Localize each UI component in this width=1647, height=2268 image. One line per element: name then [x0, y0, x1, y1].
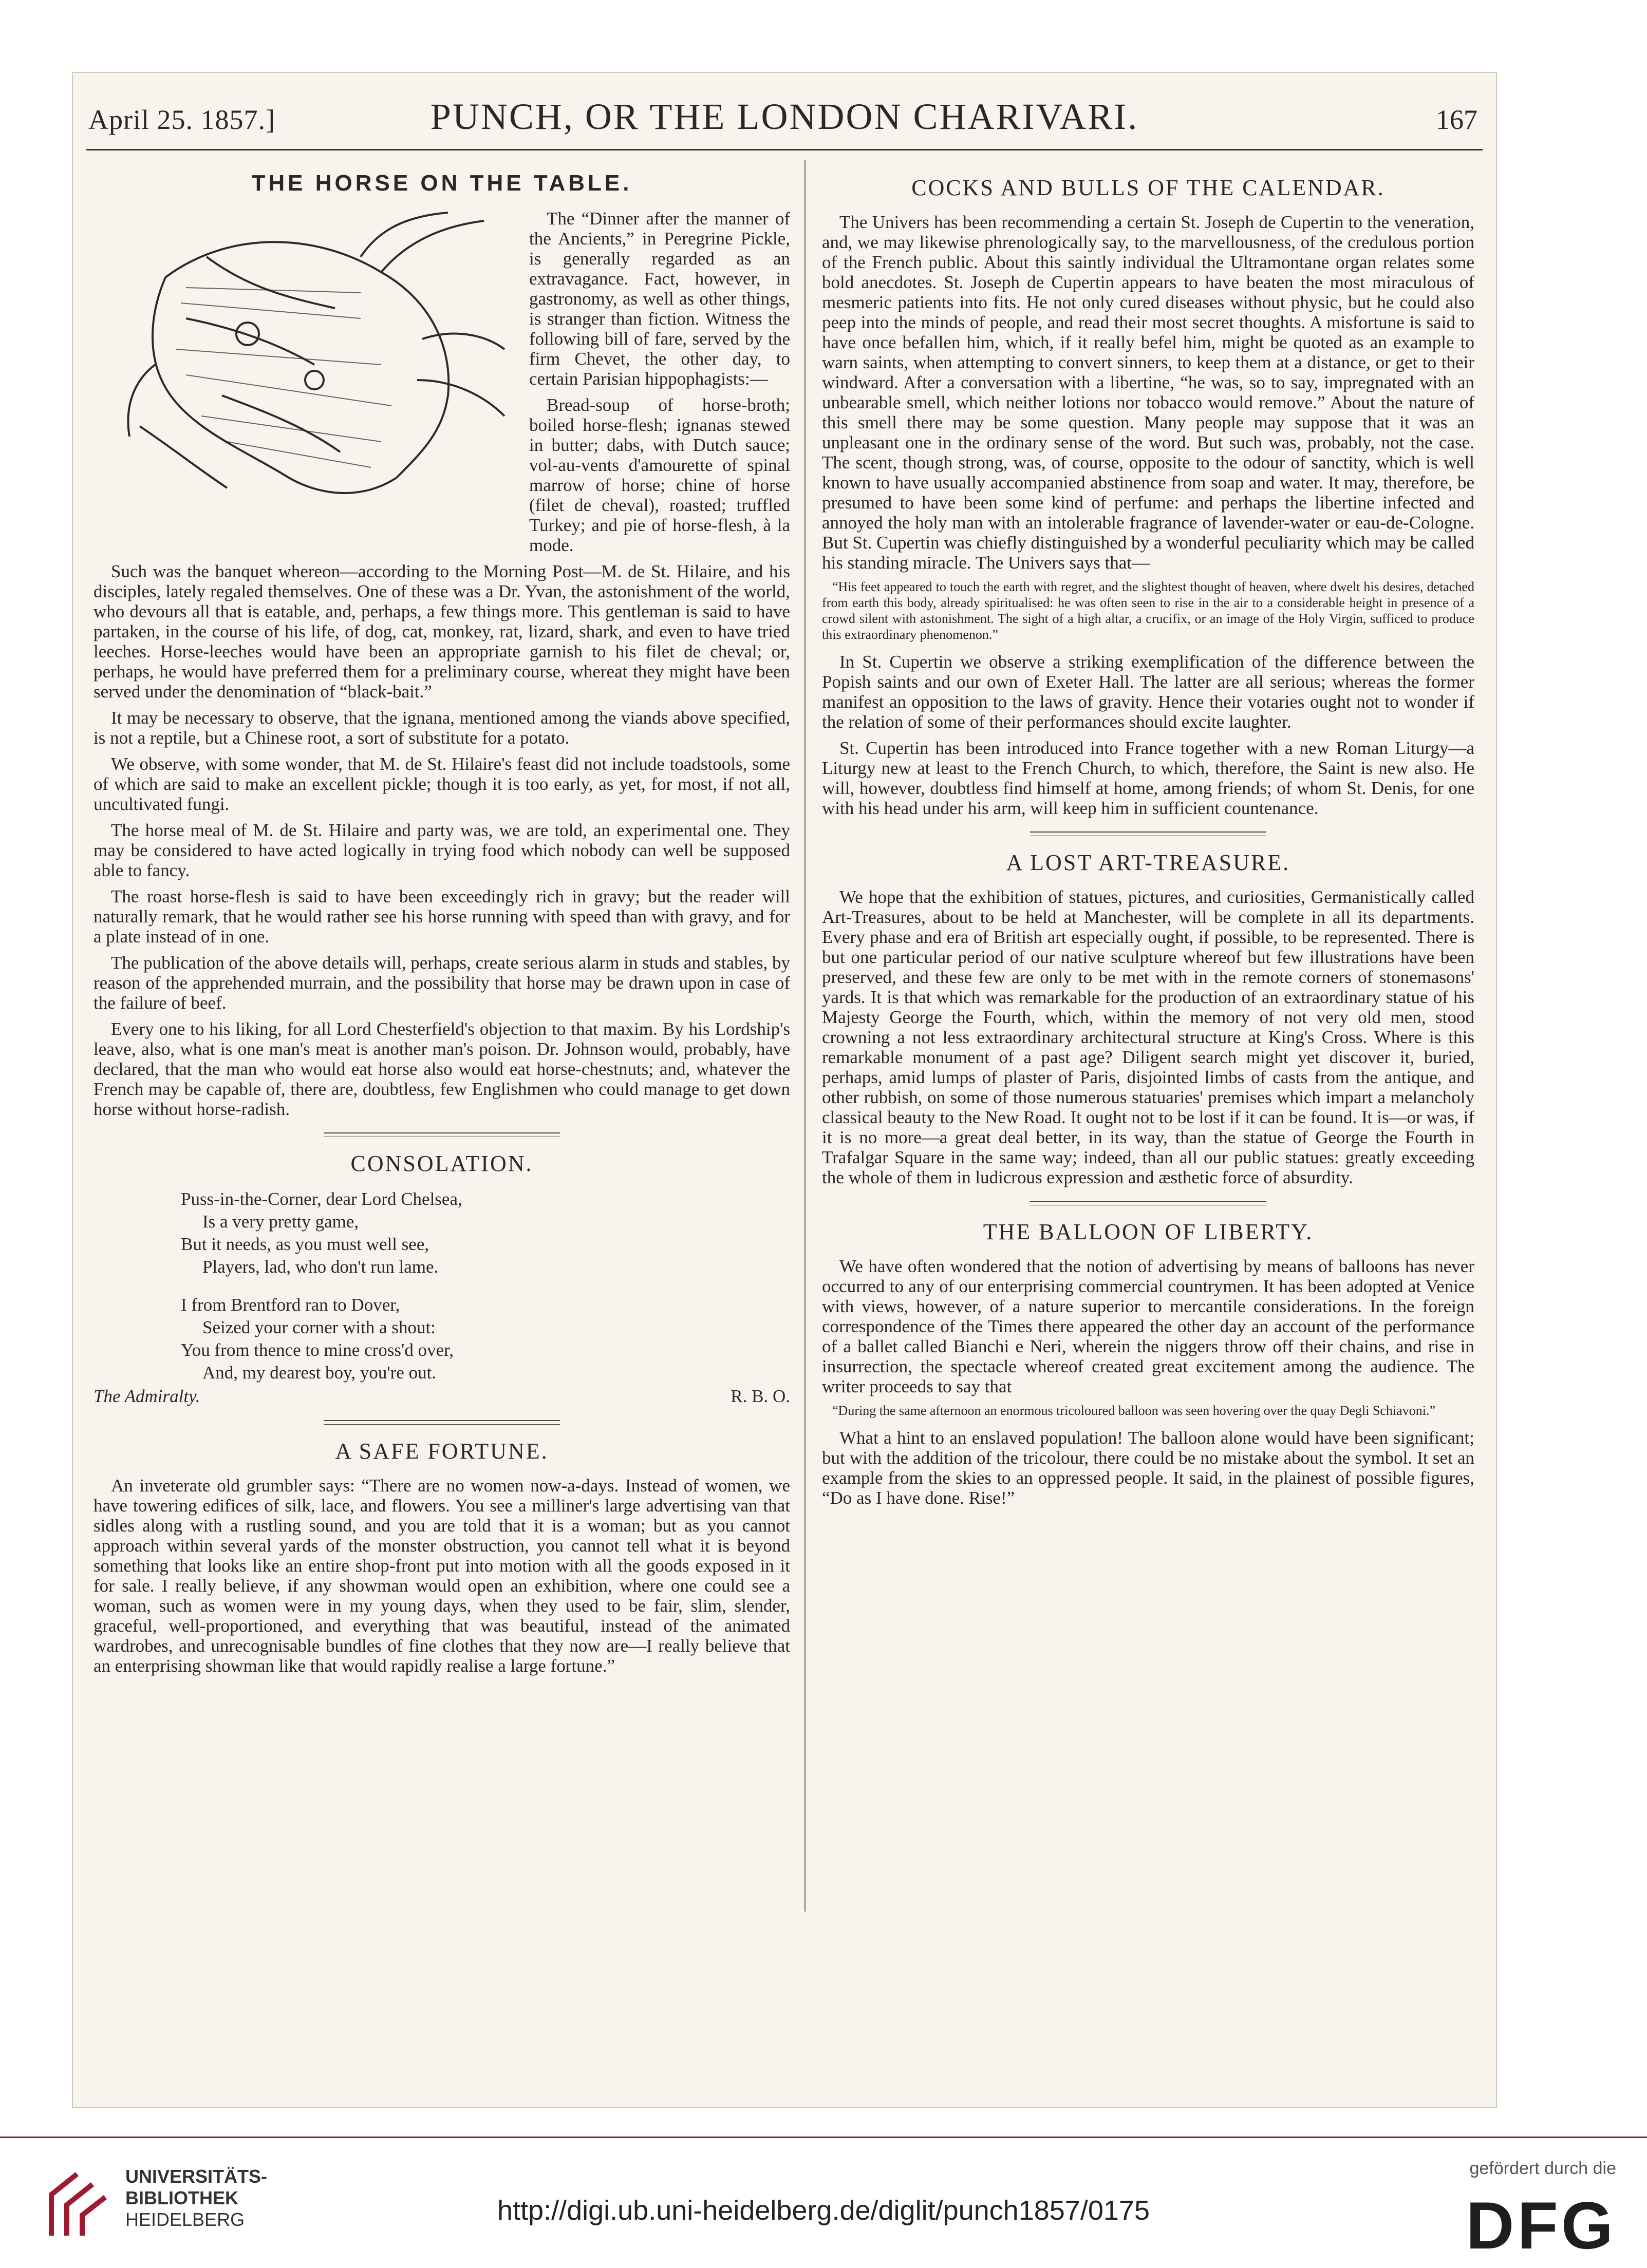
horse-paragraph-6: The horse meal of M. de St. Hilaire and party was, we are told, an experimental one. They may be considered to have acted logically in trying food which nobody can well be supposed able to fancy.	[93, 820, 790, 880]
horse-paragraph-8: The publication of the above details will, perhaps, create serious alarm in studs and stables, by reason of the apprehended murrain, and the possibility that horse may be drawn upon in case of the failure of beef.	[93, 953, 790, 1013]
issue-date: April 25. 1857.]	[88, 104, 275, 135]
poem-place: The Admiralty.	[93, 1386, 200, 1406]
header-rule	[86, 149, 1483, 150]
poem-line: Seized your corner with a shout:	[202, 1317, 436, 1337]
univers-quote: “His feet appeared to touch the earth with regret, and the slightest thought of heaven, where dwelt his desires, detached from earth this body, already spiritualised: he was often seen to rise in the air to a considerable height in presence of a crowd silent with astonishment. The sight of a high altar, a crucifix, or an image of the Holy Virgin, sufficed to produce this extraordinary phenomenon.”	[822, 579, 1474, 642]
cocks-bulls-title: COCKS AND BULLS OF THE CALENDAR.	[911, 175, 1385, 200]
right-column	[822, 165, 1474, 1514]
poem-line: Players, lad, who don't run lame.	[202, 1257, 439, 1277]
library-name-line: HEIDELBERG	[125, 2209, 245, 2230]
balloon-title: THE BALLOON OF LIBERTY.	[983, 1219, 1314, 1244]
poem-line: Is a very pretty game,	[202, 1212, 359, 1232]
poem-signature-row	[93, 1386, 790, 1407]
permalink-url[interactable]: http://digi.ub.uni-heidelberg.de/diglit/punch1857/0175	[497, 2195, 1150, 2226]
horse-paragraph-1: The “Dinner after the manner of the Ancients,” in Peregrine Pickle, is generally regarded as an extravagance. Fact, however, in gastronomy, as well as other things, is stranger than fiction. Witness the following bill of fare, served by the firm Chevet, the other day, to certain Parisian hippophagists:—	[529, 209, 790, 389]
horse-paragraph-7: The roast horse-flesh is said to have been exceedingly rich in gravy; but the reader will naturally remark, that he would rather see his horse running with speed than with gravy, and for a plate instead of in one.	[93, 886, 790, 947]
dfg-logo: DFG	[1466, 2188, 1616, 2263]
section-separator	[324, 1132, 560, 1137]
poem-line: But it needs, as you must well see,	[181, 1234, 429, 1254]
cocks-paragraph-1: The Univers has been recommending a certain St. Joseph de Cupertin to the veneration, and, we may likewise phrenologically say, to the marvellousness, of the credulous portion of the French public. About this saintly individual the Ultramontane organ relates some bold anecdotes. St. Joseph de Cupertin appears to have beaten the most miraculous of mesmeric patients into fits. He not only cured diseases without physic, but he could also peep into the minds of people, and read their most secret thoughts. A misfortune is said to have once befallen him, which, if it really befel him, might be quoted as an example to warn saints, when attempting to convert sinners, to keep them at a distance, or get to their windward. After a conversation with a libertine, “he was, so to say, impregnated with an unbearable smell, which neither lotions nor tobacco would remove.” About the nature of this smell there may be some question. Many people may suppose that it was an unpleasant one in the ordinary sense of the word. But such was, probably, not the case. The scent, though strong, was, of course, opposite to the odour of sanctity, which is well known to have usually accompanied abstinence from soap and water. It may, therefore, be presumed to have been some kind of perfume: and perhaps the libertine infected and annoyed the holy man with an intolerable fragrance of lavender-water or eau-de-Cologne. But St. Cupertin was chiefly distinguished by a wonderful peculiarity which may be called his standing miracle. The Univers says that—	[822, 212, 1474, 573]
horse-paragraph-5: We observe, with some wonder, that M. de St. Hilaire's feast did not include toadstools, some of which are said to make an excellent pickle; though it is too early, as yet, for most, if not all, uncultivated fungi.	[93, 754, 790, 814]
page-number: 167	[1436, 104, 1477, 135]
column-divider	[804, 160, 806, 1912]
cocks-paragraph-3: St. Cupertin has been introduced into France together with a new Roman Liturgy—a Liturgy new at least to the French Church, to which, therefore, the Saint is new also. He will, however, doubtless find himself at home, among friends; of whom St. Denis, for one with his head under his arm, will keep him in sufficient countenance.	[822, 738, 1474, 818]
safe-fortune-title: A SAFE FORTUNE.	[335, 1439, 549, 1464]
cocks-paragraph-2: In St. Cupertin we observe a striking exemplification of the difference between the Popish saints and our own of Exeter Hall. The latter are all serious; whereas the former manifest an opposition to the laws of gravity. Hence their votaries ought not to wonder if the relation of some of their performances should excite laughter.	[822, 652, 1474, 732]
horse-paragraph-4: It may be necessary to observe, that the ignana, mentioned among the viands above specified, is not a reptile, but a Chinese root, a sort of substitute for a potato.	[93, 708, 790, 748]
times-quote: “During the same afternoon an enormous tricoloured balloon was seen hovering over the quay Degli Schiavoni.”	[832, 1403, 1435, 1418]
poem-line: And, my dearest boy, you're out.	[202, 1363, 437, 1383]
section-separator	[1030, 1201, 1266, 1205]
poem-line: You from thence to mine cross'd over,	[181, 1340, 454, 1360]
horse-paragraph-2: Bread-soup of horse-broth; boiled horse-flesh; ignanas stewed in butter; dabs, with Dutch sauce; vol-au-vents d'amourette of spinal marrow of horse; chine of horse (filet de cheval), roasted; truffled Turkey; and pie of horse-flesh, à la mode.	[529, 395, 790, 555]
newspaper-page	[72, 72, 1497, 2108]
library-name-line: BIBLIOTHEK	[125, 2187, 238, 2208]
library-name-line: UNIVERSITÄTS-	[125, 2166, 268, 2187]
poem-line: Puss-in-the-Corner, dear Lord Chelsea,	[181, 1189, 462, 1209]
library-footer	[0, 2137, 1647, 2268]
balloon-paragraph-1: We have often wondered that the notion of advertising by means of balloons has never occurred to any of our enterprising commercial countrymen. It has been adopted at Venice with views, however, of a nature superior to mercantile considerations. In the foreign correspondence of the Times there appeared the other day an account of the performance of a ballet called Bianchi e Neri, wherein the niggers throw off their chains, and rise in insurrection, the spectacle whereof created great excitement among the audience. The writer proceeds to say that	[822, 1256, 1474, 1396]
horse-heads-illustration	[93, 211, 515, 539]
horse-paragraph-9: Every one to his liking, for all Lord Chesterfield's objection to that maxim. By his Lordship's leave, also, what is one man's meat is another man's poison. Dr. Johnson would, probably, have declared, that the man who would eat horse also would eat horse-chestnuts; and, whatever the French may be capable of, there are, doubtless, few Englishmen who could manage to get down horse without horse-radish.	[93, 1019, 790, 1119]
consolation-poem	[181, 1188, 790, 1384]
section-separator	[324, 1420, 560, 1425]
consolation-title: CONSOLATION.	[350, 1151, 533, 1176]
art-treasure-paragraph: We hope that the exhibition of statues, pictures, and curiosities, Germanistically called Art-Treasures, about to be held at Manchester, will be complete in all its departments. Every phase and era of British art especially ought, if possible, to be represented. There is but one particular period of our native sculpture whereof but few illustrations have been preserved, and these few are only to be met with in the remote corners of stonemasons' yards. It is that which was remarkable for the production of an extraordinary statue of his Majesty George the Fourth, which, within the memory of not very old men, stood crowning a not less extraordinary architectural structure at King's Cross. Where is this remarkable monument of a past age? Diligent search might yet discover it, buried, perhaps, amid lumps of plaster of Paris, disjointed limbs of casts from the antique, and other rubbish, on some of those numerous statuaries' premises which impart a melancholy classical beauty to the New Road. It ought not to be lost if it can be found. It is—or was, if it is no more—a great deal better, in its way, than the statue of George the Fourth in Trafalgar Square in the same way; indeed, than all our public statues: greatly exceeding the whole of them in ludicrous expression and æsthetic force of absurdity.	[822, 887, 1474, 1187]
poem-line: I from Brentford ran to Dover,	[181, 1295, 400, 1315]
horse-article-title: THE HORSE ON THE TABLE.	[251, 171, 632, 196]
balloon-paragraph-2: What a hint to an enslaved population! The balloon alone would have been significant; but with the addition of the tricolour, there could be no mistake about the symbol. It set an example from the skies to an oppressed people. It said, in the plainest of possible figures, “Do as I have done. Rise!”	[822, 1428, 1474, 1508]
poem-signature: R. B. O.	[731, 1386, 790, 1406]
masthead-title: PUNCH, OR THE LONDON CHARIVARI.	[430, 96, 1139, 137]
horse-paragraph-3: Such was the banquet whereon—according to the Morning Post—M. de St. Hilaire, and his disciples, lately regaled themselves. One of these was a Dr. Yvan, the astonishment of the world, who devours all that is eatable, and, perhaps, a few things more. This gentleman is said to have partaken, in the course of his life, of dog, cat, monkey, rat, lizard, shark, and even to have tried leeches. Horse-leeches would have been an appropriate garnish to his filet de cheval; or, perhaps, he would have preferred them for a preliminary course, whereat they might have been served under the denomination of “black-bait.”	[93, 561, 790, 702]
art-treasure-title: A LOST ART-TREASURE.	[1006, 850, 1290, 875]
left-column	[93, 165, 790, 1682]
funding-note: gefördert durch die	[1469, 2159, 1616, 2178]
safe-fortune-paragraph: An inveterate old grumbler says: “There are no women now-a-days. Instead of women, we have towering edifices of silk, lace, and flowers. You see a milliner's large advertising van that sidles along with a rustling sound, and you are told that it is a woman; but as you cannot approach within several yards of the monster obstruction, you cannot tell what it is beyond something that looks like an entire shop-front put into motion with all the goods exposed in it for sale. I really believe, if any showman would open an exhibition, where one could see a woman, such as women were in my young days, when they used to be fair, slim, slender, graceful, well-proportioned, and everything that was beautiful, instead of the animated wardrobes, and unrecognisable bundles of fine clothes that they now are—I really believe that an enterprising showman like that would rapidly realise a large fortune.”	[93, 1476, 790, 1676]
section-separator	[1030, 831, 1266, 836]
